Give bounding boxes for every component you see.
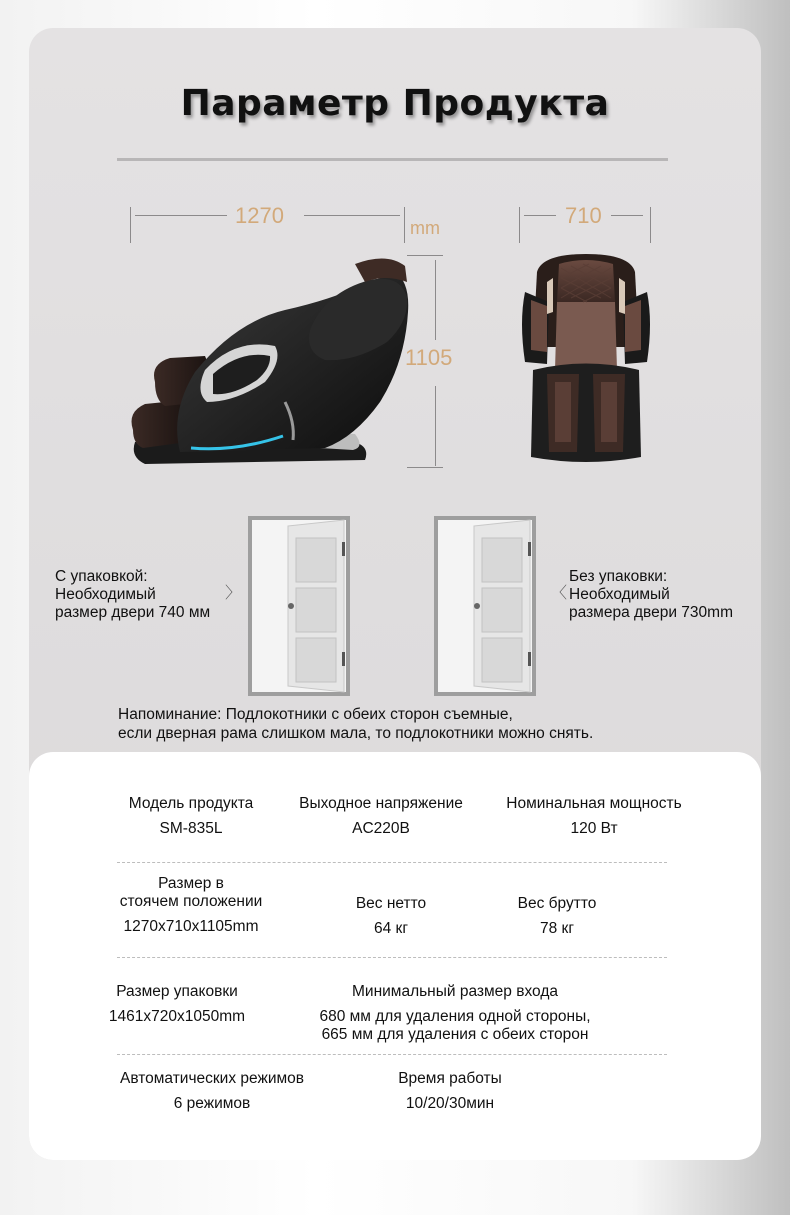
spec-voltage: [281, 795, 481, 838]
without-packaging-line3: размера двери 730mm: [569, 604, 733, 621]
without-packaging-line2: Необходимый: [569, 586, 670, 603]
spec-net-weight-value: 64 кг: [374, 920, 408, 937]
spec-min-entry-value1: 680 мм для удаления одной стороны,: [319, 1008, 591, 1025]
reminder-line2: если дверная рама слишком мала, то подлокотники можно снять.: [118, 725, 594, 742]
spec-auto-modes-label: Автоматических режимов: [119, 1070, 305, 1087]
spec-model-value: SM-835L: [159, 820, 223, 837]
spec-gross-weight: [477, 895, 637, 938]
with-packaging-title: С упаковкой:: [55, 568, 148, 585]
spec-divider: [117, 957, 667, 958]
specs-card: [29, 752, 761, 1160]
spec-model-label: Модель продукта: [128, 795, 254, 812]
door-icon-with-packaging: [248, 516, 350, 696]
spec-min-entry-value2: 665 мм для удаления с обеих сторон: [321, 1026, 589, 1043]
spec-net-weight: [311, 895, 471, 938]
chevron-right-icon: 〉: [225, 583, 242, 602]
width-tick-right: [650, 207, 651, 243]
length-line-right: [304, 215, 400, 216]
spec-net-weight-label: Вес нетто: [355, 895, 427, 912]
unit-label: mm: [410, 218, 440, 238]
height-value: 1105: [405, 345, 453, 370]
with-packaging-line3: размер двери 740 мм: [55, 604, 211, 621]
length-line-left: [135, 215, 227, 216]
door-icon-without-packaging: [434, 516, 536, 696]
spec-standing-size-value: 1270x710x1105mm: [123, 918, 259, 935]
width-line-right: [611, 215, 643, 216]
without-packaging-title: Без упаковки:: [569, 568, 668, 585]
width-value: 710: [565, 203, 602, 228]
spec-voltage-label: Выходное напряжение: [299, 795, 463, 812]
massage-chair-side-view: [125, 252, 415, 470]
spec-package-size: [87, 983, 267, 1026]
spec-standing-size-label1: Размер в: [158, 875, 224, 892]
spec-min-entry-label: Минимальный размер входа: [352, 983, 558, 1000]
spec-divider: [117, 1054, 667, 1055]
height-line-top: [435, 260, 436, 340]
page-title: Параметр Продукта: [180, 83, 610, 124]
spec-work-time-value: 10/20/30мин: [405, 1095, 495, 1112]
spec-voltage-value: AC220B: [352, 820, 410, 837]
spec-model: [101, 795, 281, 838]
spec-standing-size: [91, 875, 291, 936]
spec-package-size-value: 1461x720x1050mm: [108, 1008, 246, 1025]
spec-standing-size-label2: стоячем положении: [119, 893, 263, 910]
reminder-note: [118, 705, 718, 743]
height-line-bottom: [435, 386, 436, 466]
spec-min-entry: [285, 983, 625, 1044]
length-tick-left: [130, 207, 131, 243]
spec-package-size-label: Размер упаковки: [116, 983, 238, 1000]
spec-gross-weight-value: 78 кг: [540, 920, 574, 937]
with-packaging-line2: Необходимый: [55, 586, 156, 603]
spec-work-time-label: Время работы: [398, 1070, 502, 1087]
spec-power-value: 120 Вт: [570, 820, 618, 837]
massage-chair-front-view: [517, 252, 655, 470]
reminder-line1: Напоминание: Подлокотники с обеих сторон съемные,: [118, 706, 513, 723]
spec-gross-weight-label: Вес брутто: [517, 895, 597, 912]
chevron-left-icon: 〈: [551, 583, 568, 602]
spec-auto-modes-value: 6 режимов: [173, 1095, 251, 1112]
title-divider: [117, 158, 668, 161]
width-line-left: [524, 215, 556, 216]
spec-divider: [117, 862, 667, 863]
spec-work-time: [365, 1070, 535, 1113]
length-value: 1270: [235, 203, 284, 228]
spec-power-label: Номинальная мощность: [506, 795, 682, 812]
door-label-with-packaging: [55, 568, 210, 622]
spec-auto-modes: [87, 1070, 337, 1113]
door-label-without-packaging: [569, 568, 733, 622]
length-tick-right: [404, 207, 405, 243]
spec-power: [481, 795, 707, 838]
width-tick-left: [519, 207, 520, 243]
